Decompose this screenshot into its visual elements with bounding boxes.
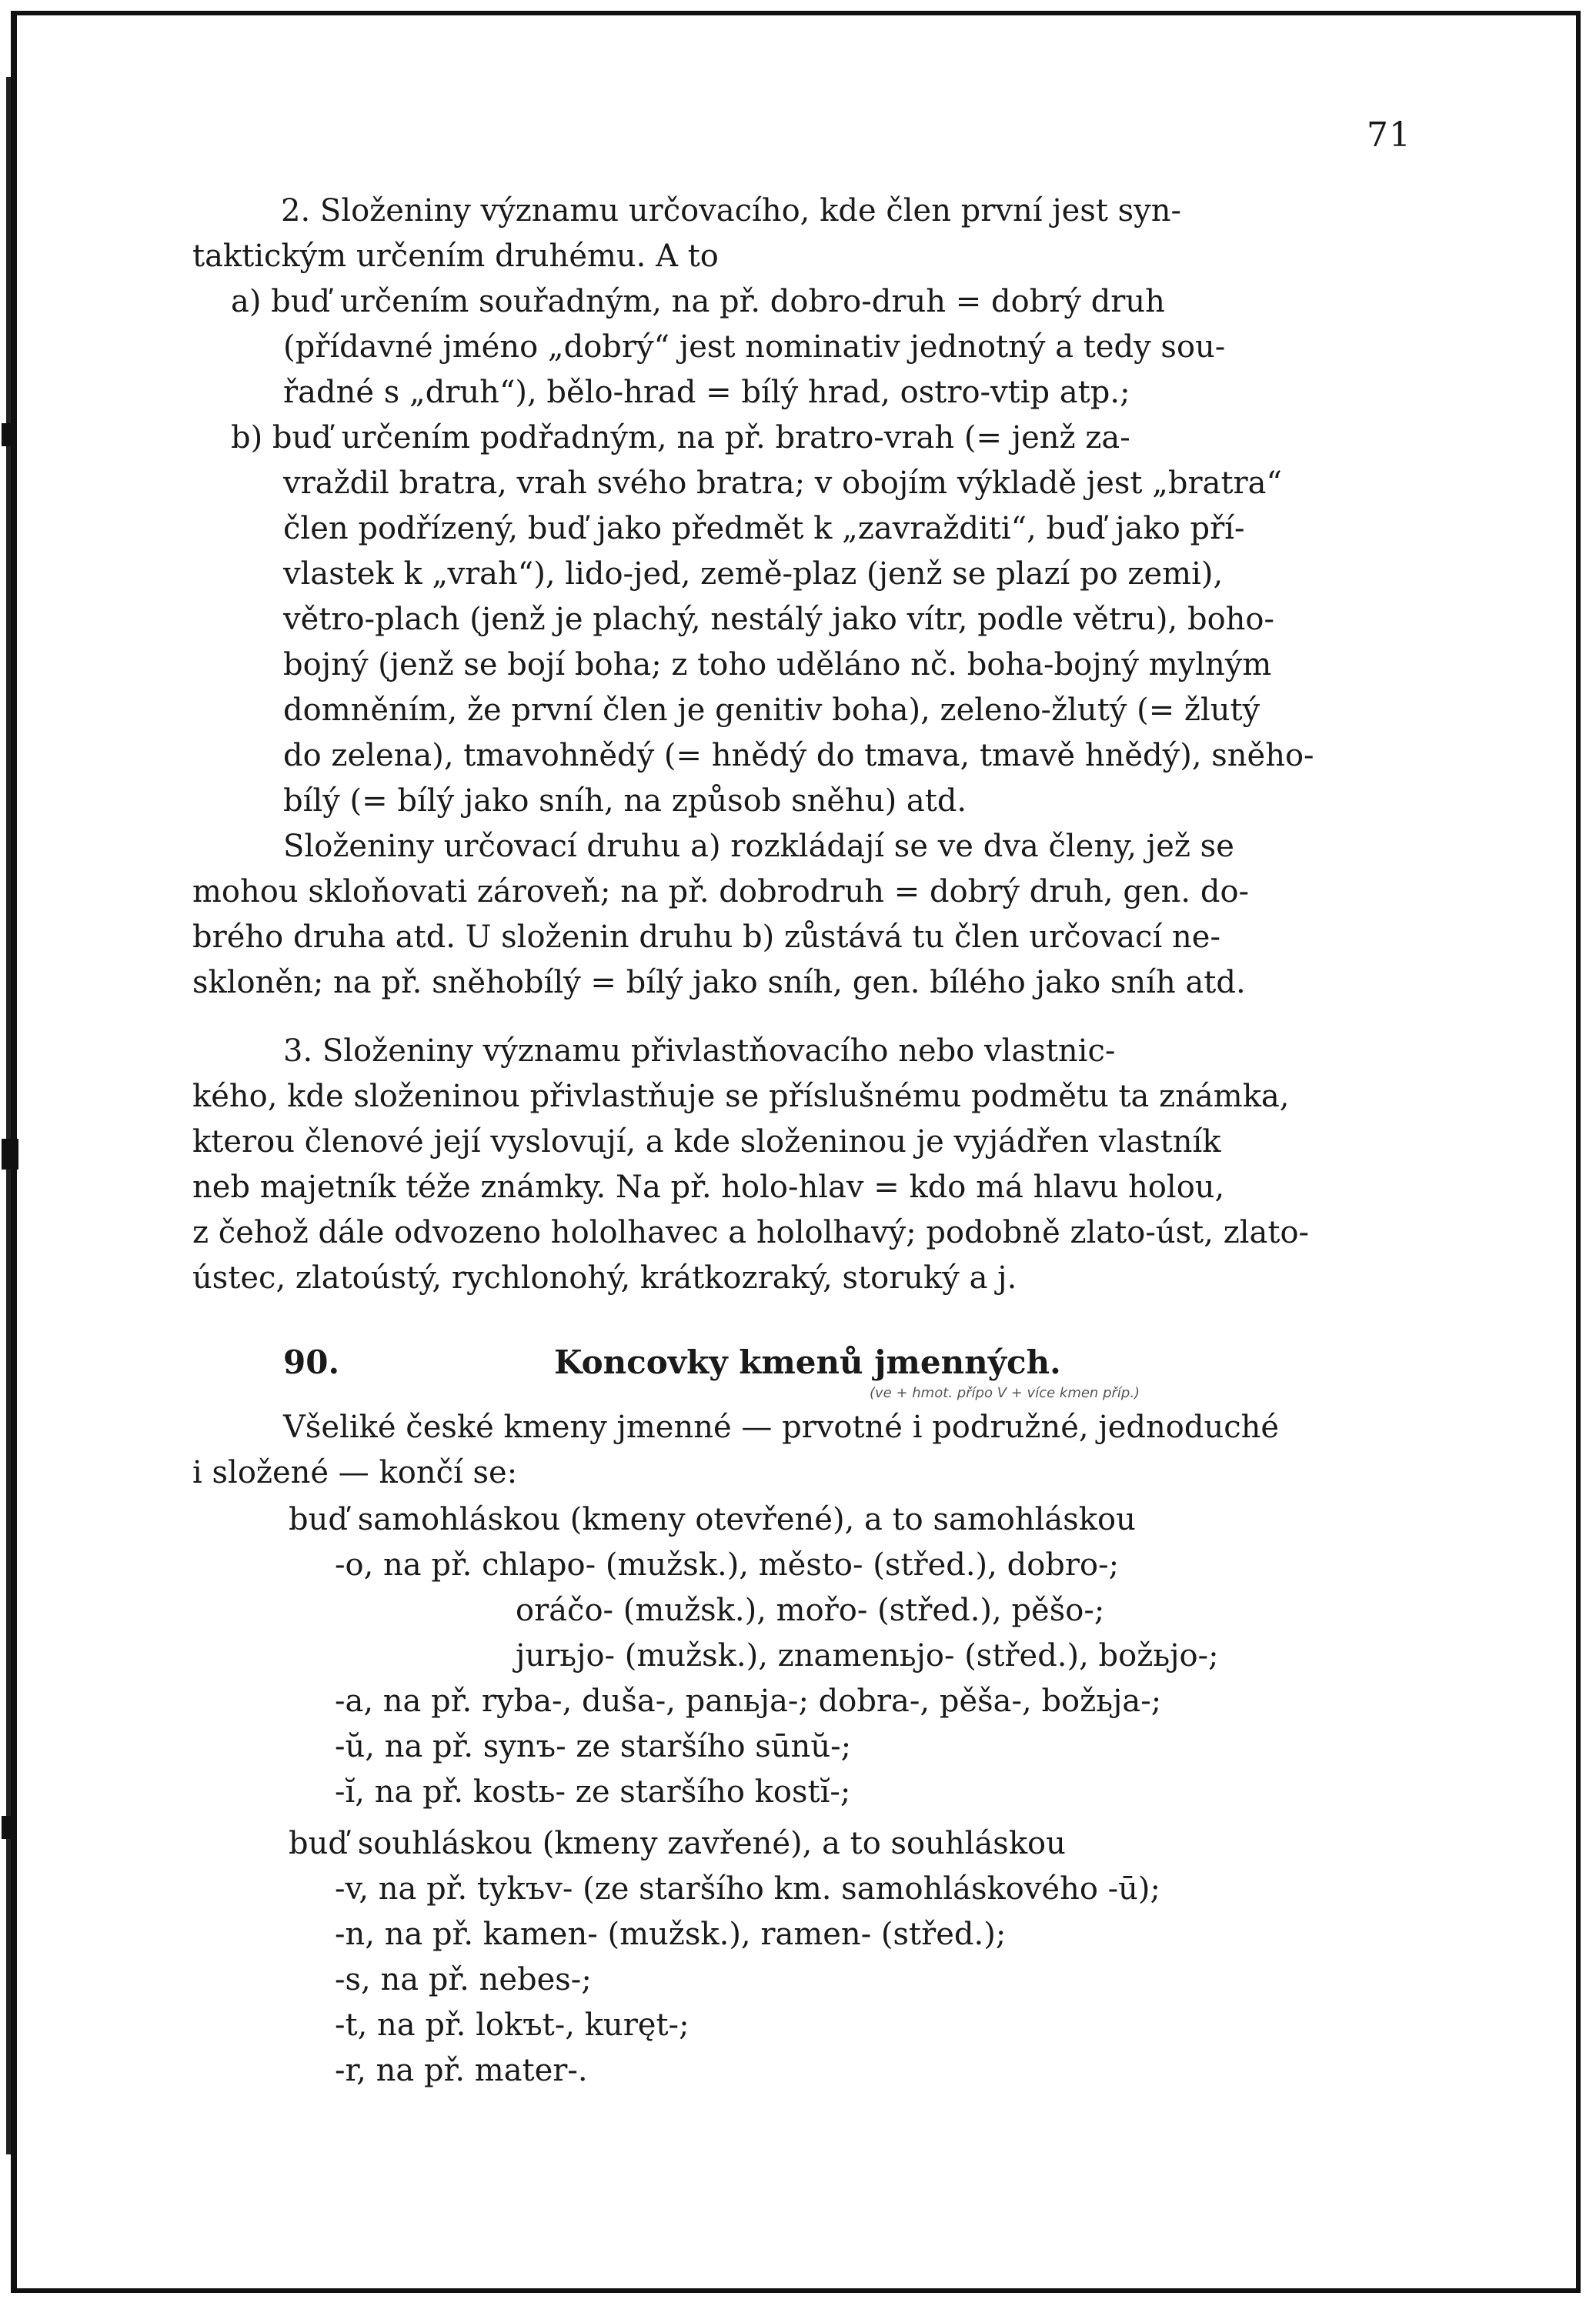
list-item: -ĭ, na př. kostь- ze staršího kostĭ-;	[335, 1774, 851, 1810]
text-line: neb majetník téže známky. Na př. holo-hlav = kdo má hlavu holou,	[192, 1170, 1225, 1205]
section-title: Koncovky kmenů jmenných.	[554, 1343, 1061, 1381]
text-line: Všeliké české kmeny jmenné — prvotné i podružné, jednoduché	[283, 1410, 1280, 1445]
list-item: -t, na př. lokъt-, kuręt-;	[335, 2007, 689, 2043]
list-item: -s, na př. nebes-;	[335, 1962, 592, 1997]
text-line: bojný (jenž se bojí boha; z toho uděláno nč. boha-bojný mylným	[283, 647, 1272, 682]
text-line: řadné s „druh“), bělo-hrad = bílý hrad, ostro-vtip atp.;	[283, 375, 1130, 410]
text-line: do zelena), tmavohnědý (= hnědý do tmava, tmavě hnědý), sněho-	[283, 738, 1314, 773]
text-line: Složeniny určovací druhu a) rozkládají se ve dva členy, jež se	[283, 829, 1234, 864]
list-item: -o, na př. chlapo- (mužsk.), město- (střed.), dobro-;	[335, 1547, 1120, 1583]
consonant-stems-list	[192, 1821, 1416, 2094]
text-line: 2. Složeniny významu určovacího, kde člen první jest syn-	[281, 193, 1182, 229]
list-item: buď samohláskou (kmeny otevřené), a to samohláskou	[289, 1502, 1136, 1537]
list-item: -v, na př. tykъv- (ze staršího km. samohláskového -ū);	[335, 1871, 1161, 1907]
list-item: -ŭ, na př. synъ- ze staršího sūnŭ-;	[335, 1729, 852, 1764]
list-item: oráčo- (mužsk.), mořo- (střed.), pěšo-;	[516, 1593, 1105, 1628]
text-line: kterou členové její vyslovují, a kde složeninou je vyjádřen vlastník	[192, 1124, 1221, 1160]
page-number: 71	[1367, 115, 1411, 155]
section-2-paragraph	[192, 189, 1416, 1006]
list-item: -n, na př. kamen- (mužsk.), ramen- (střed.);	[335, 1917, 1007, 1952]
text-line: kého, kde složeninou přivlastňuje se příslušnému podmětu ta známka,	[192, 1079, 1290, 1114]
section-3-paragraph	[192, 1029, 1416, 1301]
text-line: vraždil bratra, vrah svého bratra; v obojím výkladě jest „bratra“	[283, 466, 1282, 501]
text-line: 3. Složeniny významu přivlastňovacího nebo vlastnic-	[283, 1033, 1116, 1069]
text-line: vlastek k „vrah“), lido-jed, země-plaz (jenž se plazí po zemi),	[283, 556, 1224, 592]
list-item: buď souhláskou (kmeny zavřené), a to souhláskou	[289, 1826, 1066, 1861]
text-line: taktickým určením druhému. A to	[192, 239, 719, 274]
text-line: člen podřízený, buď jako předmět k „zavražditi“, buď jako pří-	[283, 511, 1245, 546]
binding-edge-marks	[0, 77, 31, 2154]
text-line: domněním, že první člen je genitiv boha), zeleno-žlutý (= žlutý	[283, 692, 1260, 728]
handwritten-note: (ve + hmot. přípo V + více kmen příp.)	[870, 1385, 1140, 1401]
text-line: větro-plach (jenž je plachý, nestálý jako vítr, podle větru), boho-	[283, 602, 1275, 637]
text-line: i složené — končí se:	[192, 1455, 518, 1490]
text-line: a) buď určením souřadným, na př. dobro-druh = dobrý druh	[231, 284, 1165, 319]
section-heading	[283, 1340, 1414, 1386]
text-line: (přídavné jméno „dobrý“ jest nominativ jednotný a tedy sou-	[283, 329, 1226, 365]
text-line: b) buď určením podřadným, na př. bratro-vrah (= jenž za-	[231, 420, 1130, 456]
list-item: -a, na př. ryba-, duša-, panьja-; dobra-, pěša-, božьja-;	[335, 1684, 1162, 1719]
section-number: 90.	[283, 1343, 340, 1381]
text-line: skloněn; na př. sněhobílý = bílý jako sníh, gen. bílého jako sníh atd.	[192, 965, 1246, 1000]
text-line: brého druha atd. U složenin druhu b) zůstává tu člen určovací ne-	[192, 919, 1220, 955]
text-line: bílý (= bílý jako sníh, na způsob sněhu) atd.	[283, 783, 967, 819]
text-line: mohou skloňovati zároveň; na př. dobrodruh = dobrý druh, gen. do-	[192, 874, 1250, 909]
vowel-stems-list	[192, 1497, 1416, 1815]
section-90-intro	[192, 1405, 1416, 1496]
text-line: z čehož dále odvozeno hololhavec a hololhavý; podobně zlato-úst, zlato-	[192, 1215, 1310, 1250]
text-line: ústec, zlatoústý, rychlonohý, krátkozraký, storuký a j.	[192, 1260, 1017, 1296]
list-item: jurьjo- (mužsk.), znamenьjo- (střed.), božьjo-;	[516, 1638, 1219, 1674]
list-item: -r, na př. mater-.	[335, 2053, 588, 2088]
